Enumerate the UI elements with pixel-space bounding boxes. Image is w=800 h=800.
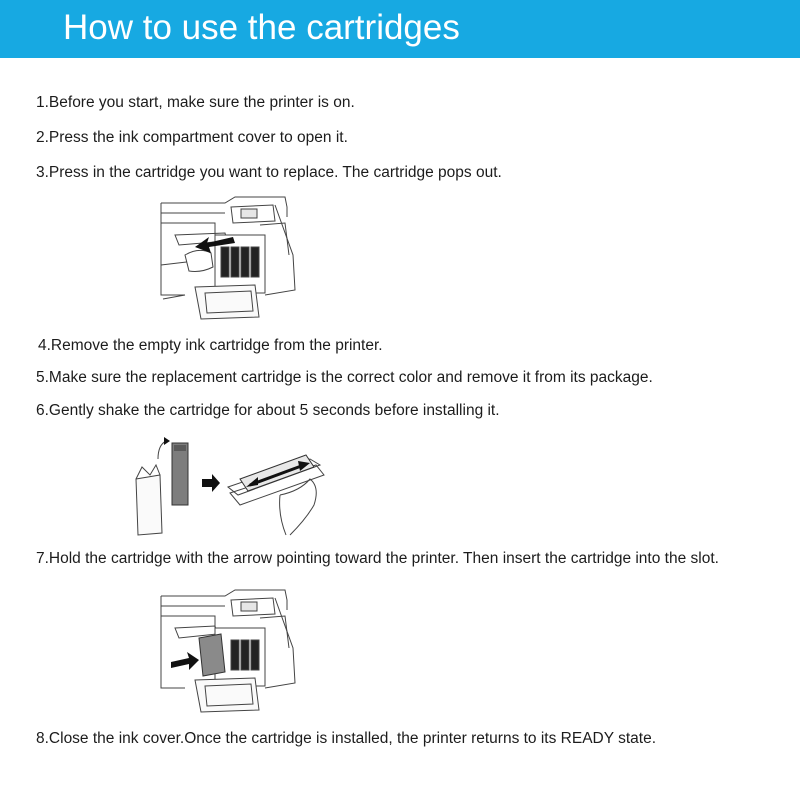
page-title: How to use the cartridges [63,8,460,47]
cartridge-icon [130,435,340,540]
step-4: 4.Remove the empty ink cartridge from the printer. [38,337,383,354]
printer-icon [155,195,300,323]
step-1: 1.Before you start, make sure the printer is on. [36,94,355,111]
step-5: 5.Make sure the replacement cartridge is the correct color and remove it from its package. [36,369,653,386]
step-7: 7.Hold the cartridge with the arrow pointing toward the printer. Then insert the cartridge into the slot. [36,550,719,567]
cartridge-shake-illustration [130,435,340,540]
printer-icon [155,588,300,716]
printer-insert-illustration [155,588,300,716]
header-banner [0,0,800,58]
step-2: 2.Press the ink compartment cover to open it. [36,129,348,146]
printer-eject-illustration [155,195,300,323]
step-3: 3.Press in the cartridge you want to replace. The cartridge pops out. [36,164,502,181]
step-6: 6.Gently shake the cartridge for about 5 seconds before installing it. [36,402,500,419]
step-8: 8.Close the ink cover.Once the cartridge is installed, the printer returns to its READY state. [36,730,657,747]
